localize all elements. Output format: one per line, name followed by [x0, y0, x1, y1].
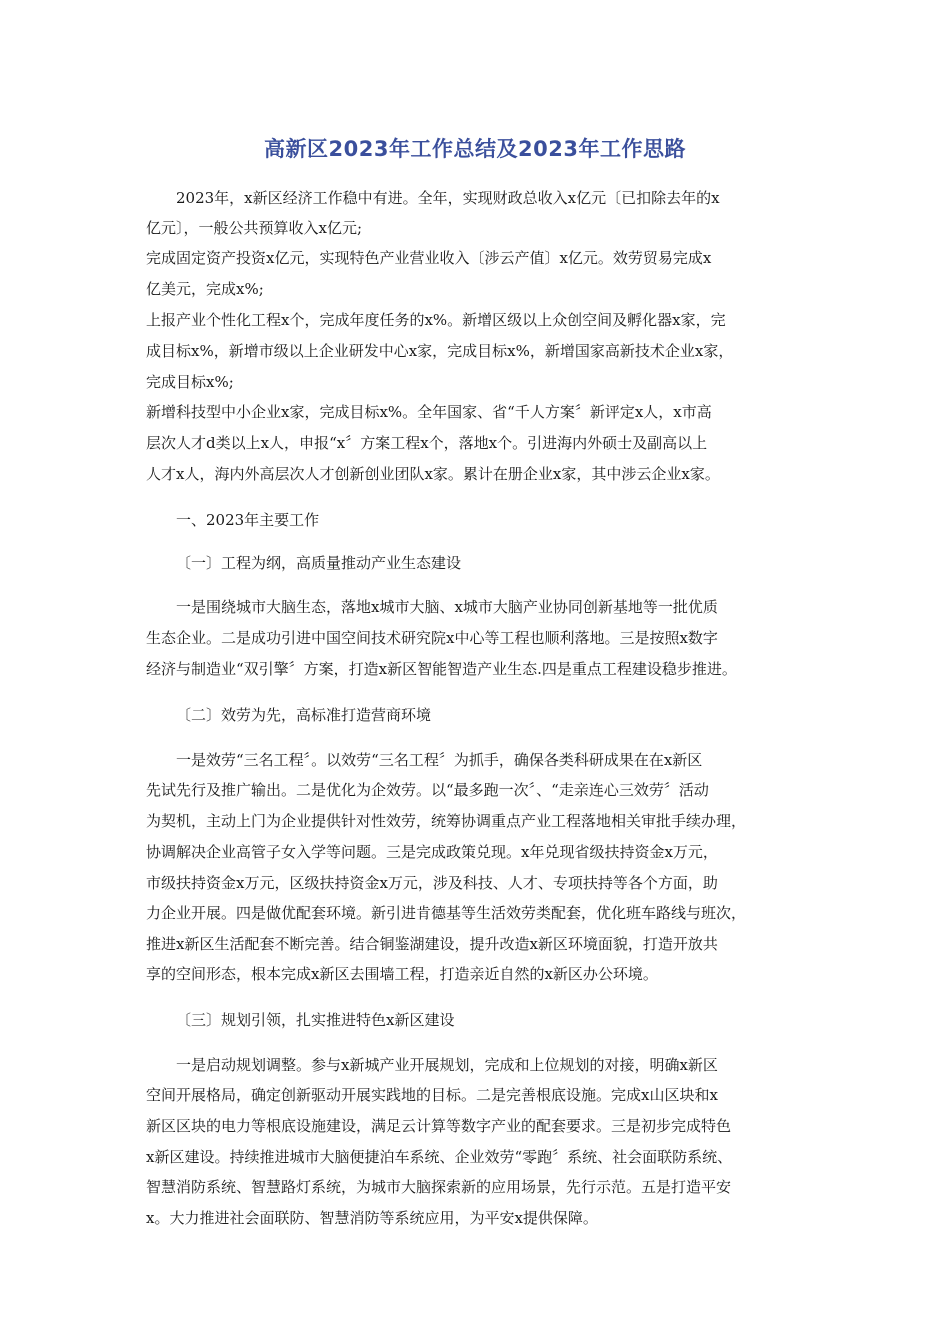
- body-line: 为契机，主动上门为企业提供针对性效劳，统筹协调重点产业工程落地相关审批手续办理，: [146, 812, 747, 830]
- body-line: 享的空间形态，根本完成x新区去围墙工程，打造亲近自然的x新区办公环境。: [146, 965, 658, 983]
- body-line: 一是效劳“三名工程〞。以效劳“三名工程〞为抓手，确保各类科研成果在在x新区: [176, 751, 703, 769]
- body-line: 推进x新区生活配套不断完善。结合铜鉴湖建设，提升改造x新区环境面貌，打造开放共: [146, 935, 718, 953]
- body-line: 完成目标x%;: [146, 373, 234, 391]
- body-line: 空间开展格局，确定创新驱动开展实践地的目标。二是完善根底设施。完成x山区块和x: [146, 1086, 718, 1104]
- body-line: x。大力推进社会面联防、智慧消防等系统应用，为平安x提供保障。: [146, 1209, 598, 1227]
- body-line: 人才x人，海内外高层次人才创新创业团队x家。累计在册企业x家，其中涉云企业x家。: [146, 465, 720, 483]
- body-line: 2023年，x新区经济工作稳中有进。全年，实现财政总收入x亿元〔已扣除去年的x: [176, 189, 720, 207]
- body-line: 先试先行及推广输出。二是优化为企效劳。以“最多跑一次〞、“走亲连心三效劳〞活动: [146, 781, 709, 799]
- subsection-heading: 〔三〕规划引领，扎实推进特色x新区建设: [176, 1011, 455, 1029]
- body-line: 生态企业。二是成功引进中国空间技术研究院x中心等工程也顺利落地。三是按照x数字: [146, 629, 718, 647]
- body-line: 一是围绕城市大脑生态，落地x城市大脑、x城市大脑产业协同创新基地等一批优质: [176, 598, 718, 616]
- document-title: 高新区2023年工作总结及2023年工作思路: [264, 137, 686, 161]
- body-line: 市级扶持资金x万元，区级扶持资金x万元，涉及科技、人才、专项扶持等各个方面，助: [146, 874, 718, 892]
- body-line: 经济与制造业“双引擎〞方案，打造x新区智能智造产业生态.四是重点工程建设稳步推进。: [146, 660, 737, 678]
- body-line: 新增科技型中小企业x家，完成目标x%。全年国家、省“千人方案〞新评定x人，x市高: [146, 403, 712, 421]
- body-line: 新区区块的电力等根底设施建设，满足云计算等数字产业的配套要求。三是初步完成特色: [146, 1117, 732, 1135]
- body-line: 上报产业个性化工程x个，完成年度任务的x%。新增区级以上众创空间及孵化器x家，完: [146, 311, 726, 329]
- body-line: 亿美元，完成x%;: [146, 280, 264, 298]
- body-line: x新区建设。持续推进城市大脑便捷泊车系统、企业效劳“零跑〞系统、社会面联防系统、: [146, 1148, 733, 1166]
- body-line: 协调解决企业高管子女入学等问题。三是完成政策兑现。x年兑现省级扶持资金x万元，: [146, 843, 718, 861]
- body-line: 完成固定资产投资x亿元，实现特色产业营业收入〔涉云产值〕x亿元。效劳贸易完成x: [146, 249, 712, 267]
- body-line: 一是启动规划调整。参与x新城产业开展规划，完成和上位规划的对接，明确x新区: [176, 1056, 718, 1074]
- body-line: 成目标x%，新增市级以上企业研发中心x家，完成目标x%，新增国家高新技术企业x家，: [146, 342, 734, 360]
- body-line: 亿元〕，一般公共预算收入x亿元;: [146, 219, 363, 237]
- subsection-heading: 〔一〕工程为纲，高质量推动产业生态建设: [176, 554, 462, 572]
- subsection-heading: 〔二〕效劳为先，高标准打造营商环境: [176, 706, 432, 724]
- body-line: 智慧消防系统、智慧路灯系统，为城市大脑探索新的应用场景，先行示范。五是打造平安: [146, 1178, 732, 1196]
- body-line: 力企业开展。四是做优配套环境。新引进肯德基等生活效劳类配套，优化班车路线与班次，: [146, 904, 747, 922]
- section-heading: 一、2023年主要工作: [176, 511, 320, 529]
- body-line: 层次人才d类以上x人，申报“x〞方案工程x个，落地x个。引进海内外硕士及副高以上: [146, 434, 708, 452]
